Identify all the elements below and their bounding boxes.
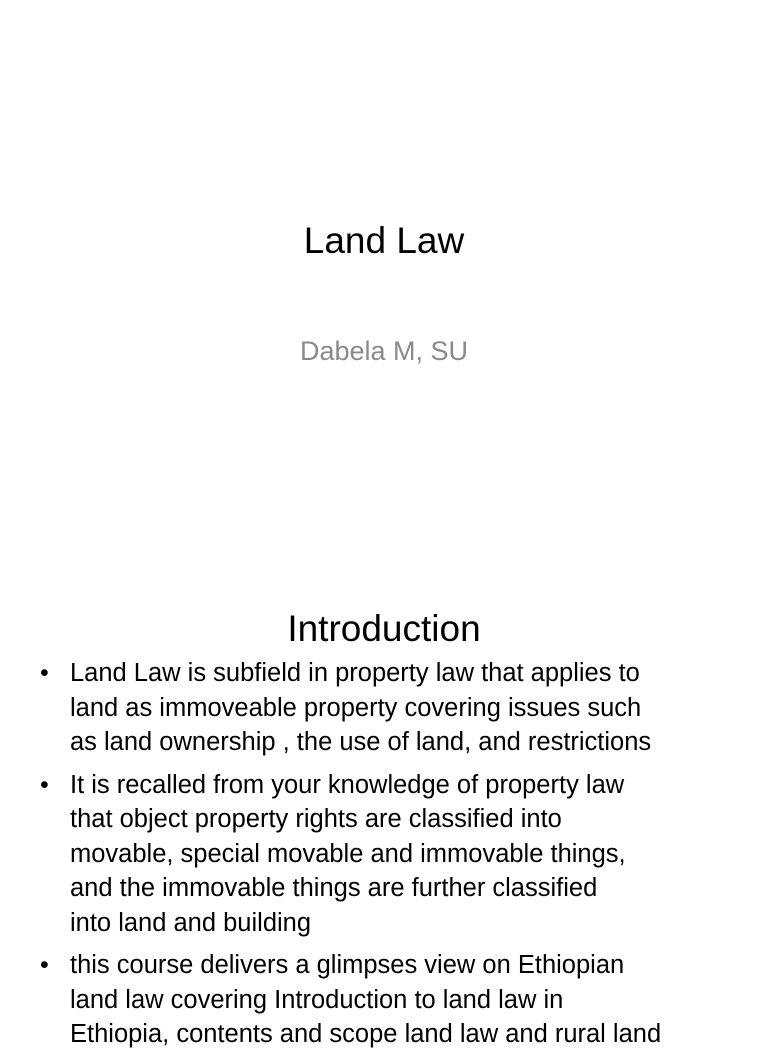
bullet-item	[40, 768, 760, 941]
bullet-line: and the immovable things are further classified	[70, 874, 598, 902]
bullet-line: this course delivers a glimpses view on Ethiopian	[70, 951, 625, 979]
bullet-line: Land Law is subfield in property law that applies to	[70, 659, 640, 687]
bullet-line: that object property rights are classified into	[70, 805, 562, 833]
bullet-dot-icon: •	[40, 659, 49, 687]
bullet-line: movable, special movable and immovable things,	[70, 839, 626, 868]
bullet-line: land as immoveable property covering issues such	[70, 693, 642, 722]
bullet-line: It is recalled from your knowledge of property law	[70, 770, 625, 799]
bullet-dot-icon: •	[40, 951, 49, 979]
bullet-list	[40, 656, 760, 1060]
bullet-line: into land and building	[70, 908, 312, 937]
slide-title: Introduction	[287, 608, 481, 649]
bullet-text	[70, 768, 760, 941]
bullet-dot-icon: •	[40, 770, 49, 799]
bullet-line: as land ownership , the use of land, and restrictions	[70, 728, 652, 756]
bullet-text	[70, 948, 760, 1052]
bullet-line: land law covering Introduction to land law in	[70, 985, 564, 1014]
bullet-line: Ethiopia, contents and scope land law and rural land	[70, 1020, 662, 1048]
introduction-slide	[0, 576, 768, 1048]
bullet-item	[40, 948, 760, 1052]
slide-subtitle: Dabela M, SU	[299, 336, 469, 366]
slide-title: Land Law	[303, 220, 465, 261]
bullet-text	[70, 656, 760, 760]
bullet-item	[40, 656, 760, 760]
